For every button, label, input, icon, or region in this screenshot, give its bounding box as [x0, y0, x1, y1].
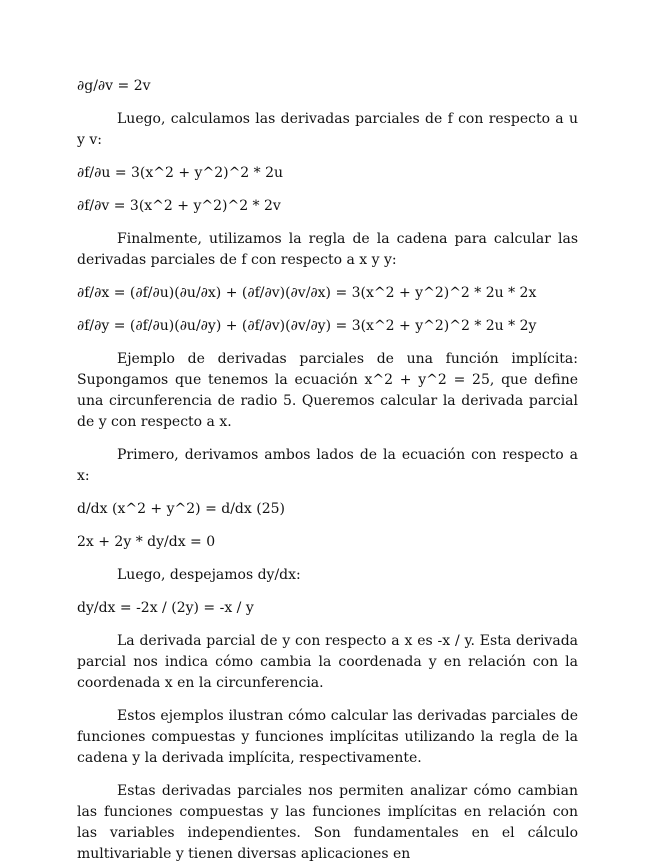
paragraph-derive-both-sides: Primero, derivamos ambos lados de la ecuación con respecto a x: — [77, 447, 578, 484]
paragraph-solve-dy-dx: Luego, despejamos dy/dx: — [117, 567, 301, 583]
paragraph-chain-rule-intro: Finalmente, utilizamos la regla de la cadena para calcular las derivadas parciales de f con respecto a x y y: — [77, 231, 578, 268]
equation-dg-dv: ∂g/∂v = 2v — [77, 78, 151, 94]
paragraph-result-explanation: La derivada parcial de y con respecto a x es -x / y. Esta derivada parcial nos indica cómo cambia la coordenada y en relación con la coordenada x en la circunferencia. — [77, 633, 578, 691]
paragraph-examples-summary: Estos ejemplos ilustran cómo calcular las derivadas parciales de funciones compuestas y funciones implícitas utilizando la regla de la cadena y la derivada implícita, respectivamente. — [77, 708, 578, 766]
equation-2x-2y: 2x + 2y * dy/dx = 0 — [77, 534, 216, 550]
equation-dy-dx: dy/dx = -2x / (2y) = -x / y — [77, 600, 254, 616]
paragraph-implicit-example: Ejemplo de derivadas parciales de una función implícita: Supongamos que tenemos la ecuación x^2 + y^2 = 25, que define una circunferencia de radio 5. Queremos calcular la derivada parcial de y con respecto a x. — [77, 351, 578, 430]
paragraph-partials-u-v-intro: Luego, calculamos las derivadas parciales de f con respecto a u y v: — [77, 111, 578, 148]
equation-df-du: ∂f/∂u = 3(x^2 + y^2)^2 * 2u — [77, 165, 284, 181]
equation-df-dx: ∂f/∂x = (∂f/∂u)(∂u/∂x) + (∂f/∂v)(∂v/∂x) = 3(x^2 + y^2)^2 * 2u * 2x — [77, 285, 537, 301]
equation-df-dv: ∂f/∂v = 3(x^2 + y^2)^2 * 2v — [77, 198, 281, 214]
paragraph-conclusion: Estas derivadas parciales nos permiten analizar cómo cambian las funciones compuestas y las funciones implícitas en relación con las variables independientes. Son fundamentales en el cálculo multivariable y tienen diversas aplicaciones en — [77, 783, 578, 862]
equation-d-dx: d/dx (x^2 + y^2) = d/dx (25) — [77, 501, 285, 517]
equation-df-dy: ∂f/∂y = (∂f/∂u)(∂u/∂y) + (∂f/∂v)(∂v/∂y) = 3(x^2 + y^2)^2 * 2u * 2y — [77, 318, 537, 334]
